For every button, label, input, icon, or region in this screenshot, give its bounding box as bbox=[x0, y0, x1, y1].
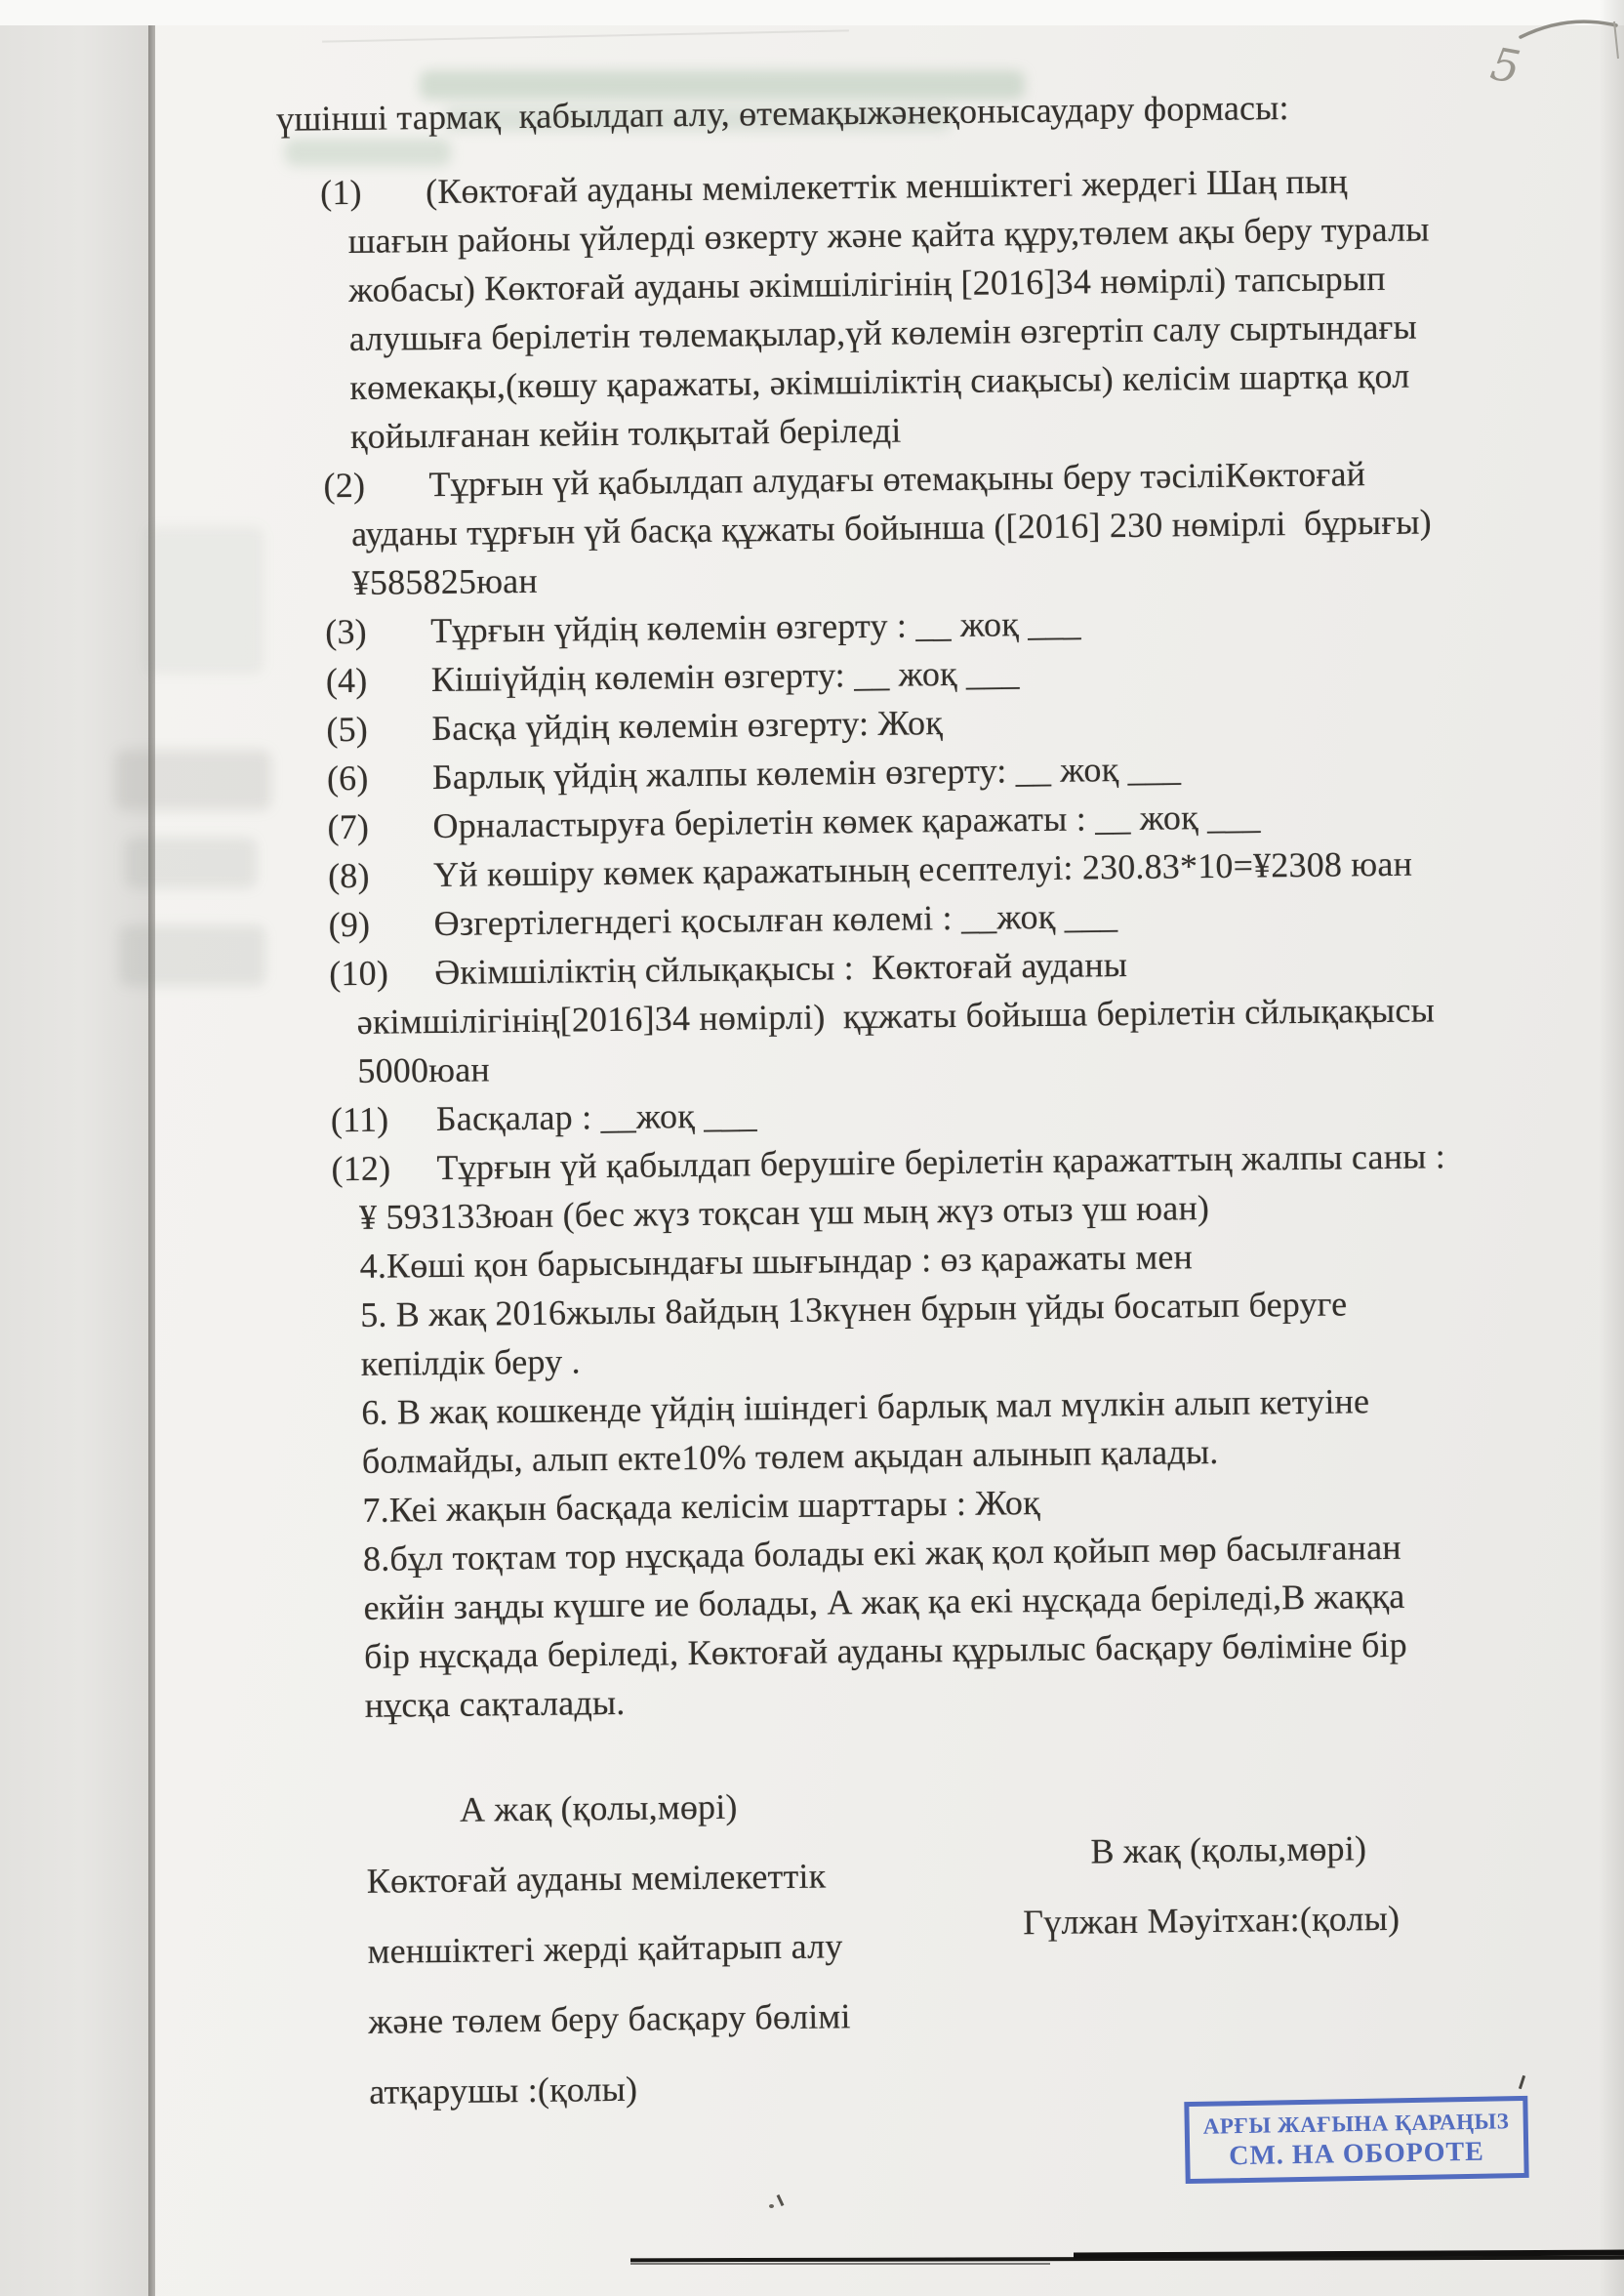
party-a-line: және төлем беру басқару бөлімі bbox=[368, 1996, 851, 2041]
item-text: Кішіүйдің көлемін өзгерту: __ жоқ ___ bbox=[430, 653, 1020, 700]
item-number: (10) bbox=[328, 953, 389, 994]
bleed-through-artifact bbox=[115, 750, 271, 810]
party-a-header: А жақ (қолы,мөрі) bbox=[459, 1786, 738, 1829]
right-edge-shade bbox=[1599, 0, 1624, 2296]
item-text: Тұрғын үйдің көлемін өзгерту : __ жоқ ___ bbox=[430, 603, 1081, 651]
item-number: (9) bbox=[328, 904, 371, 945]
item-number: (12) bbox=[331, 1148, 391, 1189]
item-text: Тұрғын үй қабылдап берушіге берілетін қаражаттың жалпы саны : ¥ 593133юан (бес жүз тоқсан үш мың жүз отыз үш юан) bbox=[358, 1136, 1446, 1237]
item-text: (Көктоғай ауданы мемілекеттік меншіктегі жердегі Шаң пың шағын районы үйлерді өзкерту және қайта құру,төлем ақы беру туралы жобасы) Көктоғай ауданы әкімшілігінің [2016]34 нөмірлі) тапсырып алушыға берілетін төлемақылар,үй көлемін өзгертіп салу сыртындағы көмекақы,(көшу қаражаты, әкімшіліктің сиақысы) келісім шартқа қол қойылғанан кейін толқытай беріледі bbox=[347, 161, 1430, 456]
document-body bbox=[276, 80, 1536, 2137]
stamp-line-kazakh: АРҒЫ ЖАҒЫНА ҚАРАҢЫЗ bbox=[1202, 2109, 1510, 2139]
party-b-header: В жақ (қолы,мөрі) bbox=[1090, 1828, 1367, 1871]
clause-6: 6. В жақ кошкенде үйдің ішіндегі барлық мал мүлкін алып кетуіне болмайды, алып екте10% төлем ақыдан алынып қалады. bbox=[361, 1381, 1370, 1481]
item-text: Барлық үйдің жалпы көлемін өзгерту: __ жоқ ___ bbox=[431, 749, 1182, 798]
list-item bbox=[331, 1130, 1525, 1242]
stamp-line-russian: СМ. НА ОБОРОТЕ bbox=[1228, 2136, 1485, 2172]
scanner-margin bbox=[0, 0, 148, 2296]
item-number: (3) bbox=[325, 611, 368, 652]
party-a-signature-block bbox=[366, 1780, 985, 2138]
item-number: (2) bbox=[323, 465, 366, 506]
paper-crease bbox=[322, 29, 849, 42]
party-a-line: Көктоғай ауданы мемілекеттік bbox=[366, 1856, 827, 1901]
item-number: (4) bbox=[325, 660, 368, 701]
back-side-stamp bbox=[1184, 2096, 1528, 2184]
item-number: (6) bbox=[326, 758, 369, 799]
clause-4: 4.Көші қон барысындағы шығындар : өз қаражаты мен bbox=[359, 1237, 1194, 1286]
item-number: (11) bbox=[330, 1099, 389, 1140]
party-b-name-line: Гүлжан Мәуітхан:(қолы) bbox=[1023, 1898, 1401, 1943]
bleed-through-artifact bbox=[125, 838, 257, 888]
clause-8: 8.бұл тоқтам тор нұсқада болады екі жақ қол қойып мөр басылғанан екйін заңды күшге ие болады, А жақ қа екі нұсқада беріледі,В жаққа бір нұсқада беріледі, Көктоғай ауданы құрылыс басқару бөліміне бір нұсқа сақталады. bbox=[362, 1527, 1408, 1725]
handwritten-page-number: 5 bbox=[1486, 36, 1524, 95]
scan-speckle bbox=[777, 2194, 785, 2206]
item-number: (7) bbox=[327, 806, 370, 847]
item-text: Әкімшіліктің сйлықақысы : Көктоғай ауданы әкімшілігінің[2016]34 нөмірлі) құжаты бойыша берілетін сйлықақысы 5000юан bbox=[356, 944, 1436, 1090]
party-a-line: меншіктегі жерді қайтарып алу bbox=[367, 1926, 843, 1971]
bleed-through-artifact bbox=[146, 527, 264, 674]
item-text: Басқа үйдің көлемін өзгерту: Жоқ bbox=[431, 703, 944, 749]
item-text: Басқалар : __жоқ ___ bbox=[435, 1095, 757, 1139]
clause-7: 7.Кеі жақын басқада келісім шарттары : Жоқ bbox=[362, 1483, 1041, 1530]
item-text: Тұрғын үй қабылдап алудағы өтемақыны беру тәсіліКөктоғай ауданы тұрғын үй басқа құжаты бойынша ([2016] 230 нөмірлі бұрығы) ¥585825юан bbox=[350, 454, 1433, 602]
section-title: үшінші тармақ қабылдап алу, өтемақыжәнеқонысаудару формасы: bbox=[276, 88, 1289, 139]
item-number: (8) bbox=[327, 855, 370, 896]
scan-speckle bbox=[769, 2204, 774, 2208]
list-item bbox=[323, 447, 1519, 607]
list-item bbox=[328, 935, 1524, 1095]
item-number: (1) bbox=[319, 172, 362, 213]
page-edge-shadow bbox=[148, 0, 155, 2296]
scan-bottom-line bbox=[630, 2263, 1050, 2265]
clause-5: 5. В жақ 2016жылы 8айдың 13күнен бұрын үйды босатып беруге кепілдік беру . bbox=[359, 1284, 1348, 1383]
bleed-through-artifact bbox=[119, 925, 265, 986]
item-number: (5) bbox=[326, 709, 369, 750]
signature-section bbox=[366, 1773, 1536, 2138]
item-text: Өзгертілегндегі қосылған көлемі : __жоқ ___ bbox=[433, 896, 1118, 944]
item-text: Үй көшіру көмек қаражатының есептелуі: 230.83*10=¥2308 юан bbox=[432, 843, 1413, 895]
list-item bbox=[319, 154, 1517, 461]
item-text: Орналастыруға берілетін көмек қаражаты : __ жоқ ___ bbox=[432, 797, 1261, 846]
party-a-line: атқарушы :(қолы) bbox=[368, 2069, 638, 2112]
scan-top-band bbox=[0, 0, 1624, 25]
party-b-signature-block bbox=[981, 1775, 1402, 2131]
